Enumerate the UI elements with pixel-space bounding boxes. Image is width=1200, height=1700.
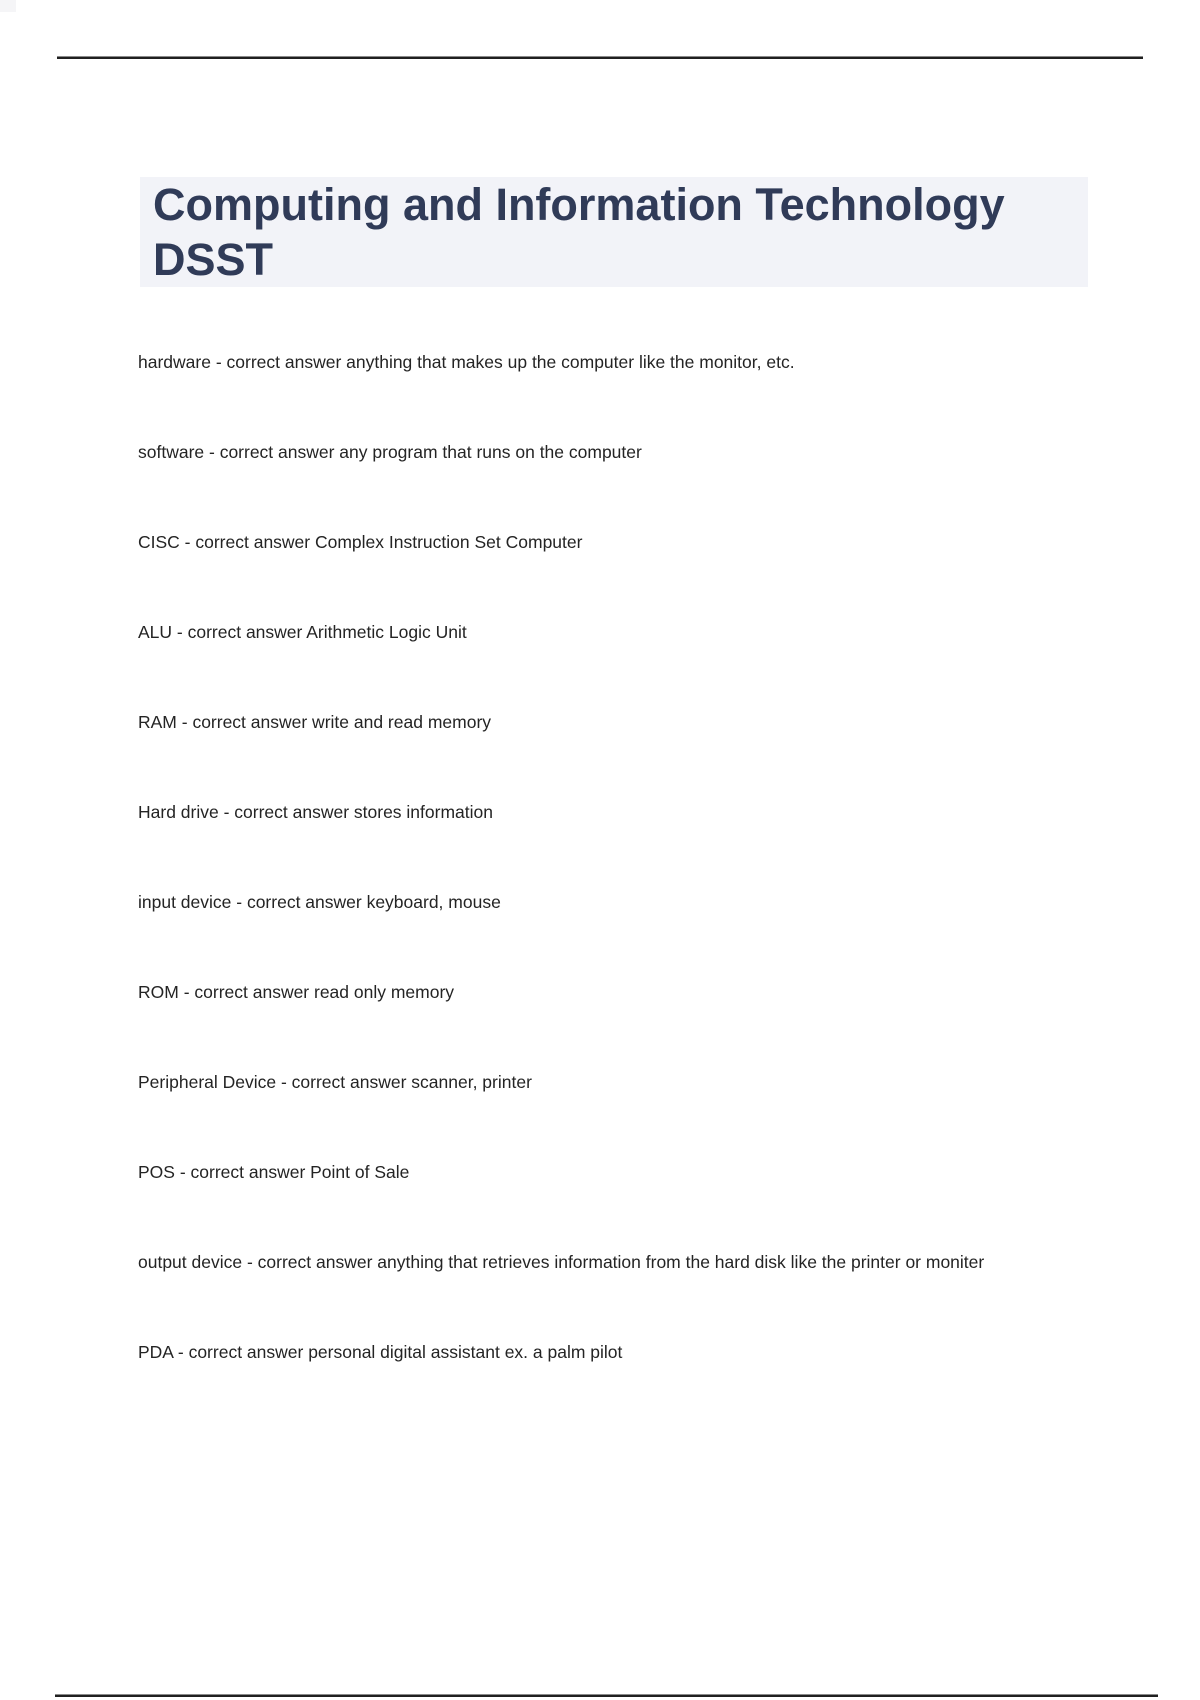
qa-item-input-device: input device - correct answer keyboard, mouse	[138, 892, 501, 912]
qa-item-hard-drive: Hard drive - correct answer stores information	[138, 802, 493, 822]
qa-item-pda: PDA - correct answer personal digital assistant ex. a palm pilot	[138, 1342, 623, 1362]
bottom-horizontal-rule	[55, 1694, 1158, 1697]
qa-item-peripheral-device: Peripheral Device - correct answer scanner, printer	[138, 1072, 532, 1092]
qa-item-output-device: output device - correct answer anything that retrieves information from the hard disk like the printer or moniter	[138, 1252, 985, 1272]
top-horizontal-rule	[57, 56, 1143, 59]
page-title: Computing and Information Technology DSST	[140, 177, 1088, 287]
qa-item-ram: RAM - correct answer write and read memory	[138, 712, 492, 732]
qa-item-rom: ROM - correct answer read only memory	[138, 982, 455, 1002]
scan-corner-artifact	[0, 0, 16, 12]
qa-item-software: software - correct answer any program that runs on the computer	[138, 442, 642, 462]
qa-item-hardware: hardware - correct answer anything that makes up the computer like the monitor, etc.	[138, 352, 795, 372]
qa-item-cisc: CISC - correct answer Complex Instruction Set Computer	[138, 532, 583, 552]
qa-item-alu: ALU - correct answer Arithmetic Logic Unit	[138, 622, 467, 642]
qa-list	[138, 348, 1088, 1428]
qa-item-pos: POS - correct answer Point of Sale	[138, 1162, 410, 1182]
